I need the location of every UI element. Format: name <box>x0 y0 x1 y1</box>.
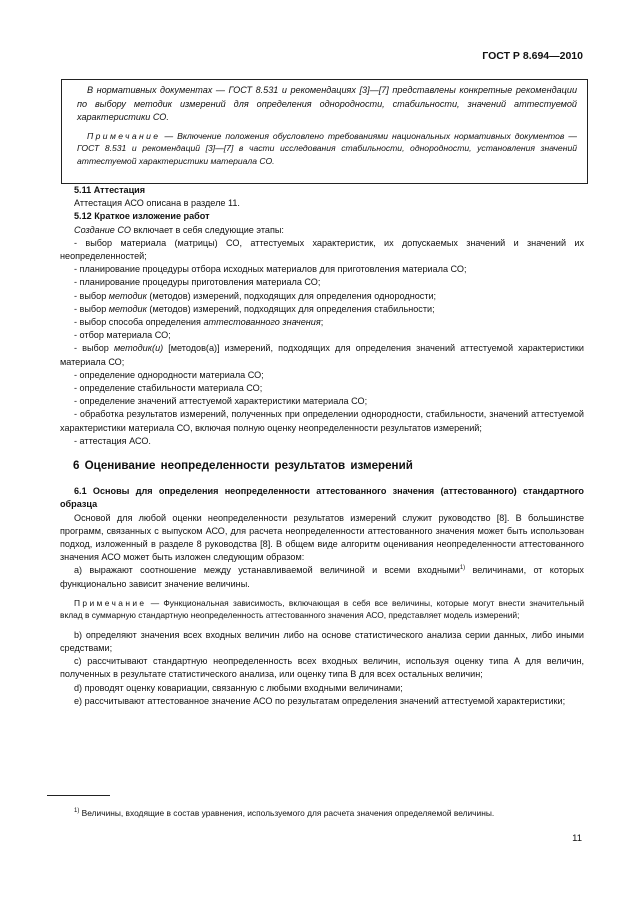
item-term: аттестованного значения <box>203 317 321 328</box>
list-item <box>60 303 584 316</box>
note-label: Примечание <box>87 131 161 142</box>
note-text: — Включение положения обусловлено требованиями национальных нормативных документов — ГОСТ 8.531 и рекомендаций [3]—[7] в части исследования стабильности, однородности, установления значений аттестуемой характеристики материала СО. <box>77 131 577 166</box>
list-item: - аттестация АСО. <box>74 435 151 446</box>
insert-text: В нормативных документах — ГОСТ 8.531 и рекомендациях [3]—[7] представлены конкретные рекомендации по выбору методик измерений для определения однородности, стабильности, значений аттестуемой характеристики СО. <box>77 85 577 123</box>
list-item: - обработка результатов измерений, полученных при определении однородности, стабильности, значений аттестуемой характеристики материала СО, включая полную оценку неопределенности результатов измерений; <box>60 409 584 433</box>
footnote-mark: 1) <box>74 808 80 814</box>
intro-term: Создание СО <box>74 224 131 235</box>
item-text: - выбор <box>74 290 109 301</box>
para-5-12-intro <box>60 224 584 237</box>
footnote-text: Величины, входящие в состав уравнения, используемого для расчета значения определяемой величины. <box>79 808 495 818</box>
item-text: (методов) измерений, подходящих для определения однородности; <box>146 290 437 301</box>
item-text: ; <box>320 317 324 328</box>
list-item: - планирование процедуры приготовления материала СО; <box>74 277 321 288</box>
page-number: 11 <box>572 833 582 844</box>
note-label: Примечание <box>74 597 147 608</box>
list-item: - определение значений аттестуемой характеристики материала СО; <box>74 396 368 407</box>
footnote-ref: 1) <box>459 565 466 572</box>
item-text: - выбор <box>74 343 114 354</box>
insert-note <box>77 130 577 167</box>
framed-insert-box <box>61 79 588 184</box>
step-a <box>60 564 584 590</box>
heading-5-11: 5.11 Аттестация <box>74 185 146 195</box>
step-e: e) рассчитывают аттестованное значение АСО по результатам определения значений аттестуемой характеристики; <box>74 695 566 706</box>
step-a-text: а) выражают соотношение между устанавливаемой величиной и всеми входными <box>74 565 460 576</box>
document-number-header: ГОСТ Р 8.694—2010 <box>482 50 583 62</box>
footnote <box>74 807 594 819</box>
step-c: c) рассчитывают стандартную неопределенность всех входных величин, используя оценку типа А для величин, полученных в результате статистического анализа, или оценку типа В для всех остальных величин; <box>60 656 584 680</box>
step-a-text: величинами, от которых функционально зависит значение величины. <box>60 565 584 589</box>
list-item <box>60 342 584 368</box>
heading-5-12: 5.12 Краткое изложение работ <box>74 211 210 222</box>
item-text: [методов(а)] измерений, подходящих для определения значений аттестуемой характеристики материала СО; <box>60 343 584 367</box>
list-item: - отбор материала СО; <box>74 330 171 341</box>
para-6-1: Основой для любой оценки неопределенности результатов измерений служит руководство [8]. В большинстве программ, связанных с выпуском АСО, для расчета неопределенности аттестованного значения может быть использован подход, изложенный в разделе 8 руководства [8]. В общем виде алгоритм оценивания неопределенности аттестованного значения АСО может быть изложен следующим образом: <box>60 512 584 563</box>
section-note <box>60 597 584 622</box>
intro-rest: включает в себя следующие этапы: <box>130 224 284 235</box>
list-item: - определение стабильности материала СО; <box>74 383 263 394</box>
item-term: методик(и) <box>113 343 164 354</box>
step-d: d) проводят оценку ковариации, связанную с любыми входными величинами; <box>74 682 403 693</box>
item-text: - выбор способа определения <box>74 317 204 328</box>
list-item <box>60 290 584 303</box>
list-item: - выбор материала (матрицы) СО, аттестуемых характеристик, их допускаемых значений и значений их неопределенностей; <box>60 237 584 262</box>
note-text: — Функциональная зависимость, включающая в себя все величины, которые могут внести значительный вклад в суммарную стандартную неопределенность аттестованного значения АСО, представляет модель измерений; <box>60 597 584 621</box>
para-5-11: Аттестация АСО описана в разделе 11. <box>74 198 240 209</box>
list-item: - определение однородности материала СО; <box>74 369 264 380</box>
item-term: методик <box>108 290 147 301</box>
list-item <box>60 316 584 329</box>
item-text: (методов) измерений, подходящих для определения стабильности; <box>146 303 435 314</box>
list-item: - планирование процедуры отбора исходных материалов для приготовления материала СО; <box>74 264 467 275</box>
footnote-divider <box>47 795 110 796</box>
main-content <box>60 184 584 708</box>
item-text: - выбор <box>74 303 109 314</box>
item-term: методик <box>108 303 147 314</box>
step-b: b) определяют значения всех входных величин либо на основе статистического анализа серии данных, либо иными средствами; <box>60 629 584 653</box>
section-6-heading: 6 Оценивание неопределенности результатов измерений <box>73 459 413 473</box>
heading-6-1: 6.1 Основы для определения неопределенности аттестованного значения (аттестованного) стандартного образца <box>60 486 584 510</box>
